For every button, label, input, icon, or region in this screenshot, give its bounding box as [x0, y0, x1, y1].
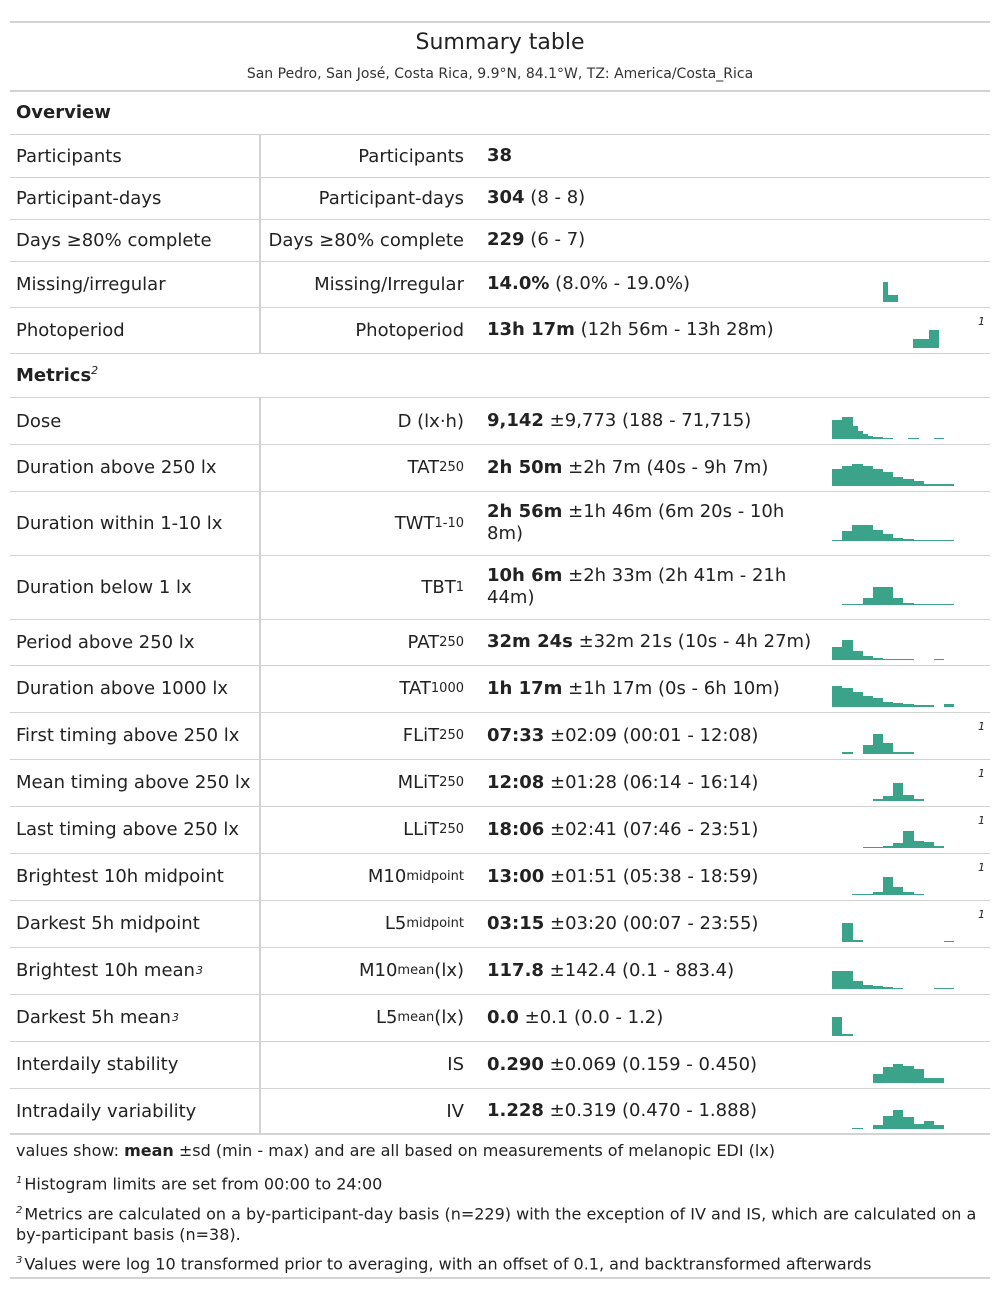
column-divider	[259, 806, 261, 853]
column-divider	[259, 135, 261, 177]
histogram-bar	[949, 941, 954, 942]
histogram-bar	[837, 1017, 842, 1036]
row-metric-name	[359, 947, 464, 994]
metric-subscript: 250	[439, 634, 464, 650]
table-row	[10, 307, 990, 353]
row-value-text	[487, 913, 758, 935]
table-row	[10, 135, 990, 177]
row-value-mean: 18:06	[487, 818, 545, 840]
table-row	[10, 219, 990, 261]
metric-subscript: midpoint	[406, 869, 464, 884]
table-row	[10, 1041, 990, 1088]
row-value-range: ±02:09 (00:01 - 12:08)	[544, 724, 759, 746]
row-value-range: ±1h 46m (6m 20s - 10h 8m)	[487, 501, 785, 544]
row-metric-name	[398, 398, 464, 444]
footnote-3-mark: 3	[16, 1255, 23, 1266]
row-value-text	[487, 725, 758, 747]
row-value-range: ±0.319 (0.470 - 1.888)	[543, 1100, 758, 1121]
row-value-mean: 1.228	[487, 1100, 544, 1121]
row-label-text: Duration above 1000 lx	[16, 678, 229, 699]
table-row	[10, 759, 990, 806]
column-divider	[259, 1088, 261, 1134]
row-value	[487, 177, 817, 219]
histogram-bar	[913, 438, 918, 439]
footnote-3-text: Values were log 10 transformed prior to averaging, with an offset of 0.1, and backtransformed afterwards	[24, 1254, 872, 1274]
metric-symbol: M10	[367, 866, 407, 887]
row-footnote-mark: 1	[978, 720, 985, 733]
table-row	[10, 491, 990, 555]
footnote-1-mark: 1	[16, 1175, 23, 1186]
row-value	[487, 219, 817, 261]
row-metric-name	[385, 900, 464, 947]
row-label	[16, 261, 166, 307]
row-label	[16, 759, 251, 806]
row-value-mean: 304	[487, 187, 525, 208]
histogram-bar	[847, 752, 852, 753]
row-label-text: Duration above 250 lx	[16, 457, 217, 478]
row-label	[16, 619, 195, 665]
row-metric-name	[399, 665, 464, 712]
histogram-bar	[847, 923, 852, 942]
metric-symbol: TWT	[394, 512, 435, 534]
histogram-bar	[908, 659, 913, 660]
row-label	[16, 444, 217, 491]
row-metric-name	[447, 1041, 464, 1088]
histogram-bar	[949, 484, 954, 485]
histogram-bar	[918, 799, 923, 800]
row-value	[487, 444, 817, 491]
row-label	[16, 1041, 178, 1088]
metric-symbol: D (lx·h)	[397, 410, 464, 432]
metric-symbol: TAT	[407, 457, 440, 478]
footnote-1	[16, 1170, 990, 1194]
row-value-mean: 03:15	[487, 912, 545, 934]
row-value	[487, 853, 817, 900]
histogram-bar	[949, 604, 954, 605]
row-value-text	[487, 501, 817, 545]
metric-symbol: FLiT	[402, 725, 440, 746]
metric-symbol: TBT	[421, 576, 456, 598]
row-histogram	[832, 871, 954, 895]
row-value-mean: 0.290	[487, 1053, 544, 1075]
metric-symbol: IS	[447, 1054, 464, 1075]
row-label	[16, 853, 224, 900]
row-histogram	[832, 824, 954, 848]
histogram-bar	[898, 988, 903, 989]
row-rule	[10, 353, 990, 354]
row-metric-name	[314, 261, 464, 307]
histogram-bar	[857, 1128, 862, 1129]
column-divider	[259, 261, 261, 307]
row-value-range: ±1h 17m (0s - 6h 10m)	[562, 677, 780, 699]
table-row	[10, 398, 990, 444]
histogram-bar	[949, 988, 954, 989]
row-metric-name	[355, 307, 464, 353]
footnote-2-text: Metrics are calculated on a by-participant-day basis (n=229) with the exception of IV and IS, which are calculated on a by-participant basis (n=38).	[16, 1204, 977, 1245]
metric-symbol: TAT	[399, 678, 431, 699]
group-rule	[10, 397, 990, 398]
row-histogram	[832, 1105, 954, 1129]
row-value	[487, 759, 817, 806]
metric-subscript: 250	[439, 822, 464, 837]
row-rule	[10, 1134, 990, 1135]
column-divider	[259, 444, 261, 491]
row-value-text	[487, 960, 734, 982]
table-row	[10, 947, 990, 994]
column-divider	[259, 712, 261, 759]
row-histogram	[832, 730, 954, 754]
row-value	[487, 555, 817, 619]
table-title: Summary table	[415, 30, 585, 55]
row-label	[16, 665, 228, 712]
row-label	[16, 135, 122, 177]
row-label-text: Brightest 10h mean	[16, 960, 195, 981]
row-value-text	[487, 145, 512, 167]
group-metrics-heading	[16, 364, 98, 386]
histogram-bar	[939, 1078, 944, 1082]
row-label-text: Mean timing above 250 lx	[16, 772, 251, 793]
metric-subscript: 250	[439, 460, 464, 475]
row-label-text: Period above 250 lx	[16, 631, 195, 653]
row-value-text	[487, 187, 585, 209]
metric-symbol: LLiT	[403, 819, 440, 840]
metric-symbol: PAT	[407, 631, 440, 653]
row-value-mean: 07:33	[487, 724, 545, 746]
footnote-2	[16, 1200, 990, 1245]
row-metric-name	[421, 555, 464, 619]
metric-symbol: L5	[384, 913, 407, 934]
row-value-range: ±2h 7m (40s - 9h 7m)	[562, 456, 769, 478]
column-divider	[259, 619, 261, 665]
metric-unit: (lx)	[434, 960, 464, 981]
row-label-text: Duration below 1 lx	[16, 576, 192, 598]
row-metric-name	[408, 619, 464, 665]
histogram-bar	[939, 846, 944, 847]
table-row	[10, 806, 990, 853]
row-value	[487, 1041, 817, 1088]
row-label-text: Dose	[16, 410, 62, 432]
row-metric-name	[408, 444, 464, 491]
header-rule	[10, 90, 990, 92]
row-value-range: (6 - 7)	[524, 229, 586, 250]
histogram-bar	[918, 894, 923, 895]
row-footnote-mark: 1	[978, 814, 985, 827]
row-value-range: (12h 56m - 13h 28m)	[574, 319, 774, 340]
row-value-mean: 32m 24s	[487, 631, 573, 652]
row-metric-name	[403, 712, 464, 759]
row-value-text	[487, 565, 817, 609]
metric-subscript: mean	[397, 963, 435, 978]
row-label	[16, 307, 125, 353]
metric-symbol: Days ≥80% complete	[268, 229, 464, 251]
table-row	[10, 1088, 990, 1134]
row-histogram	[832, 324, 954, 348]
metric-unit: (lx)	[434, 1007, 464, 1028]
histogram-bar	[949, 704, 954, 706]
row-label-text: Interdaily stability	[16, 1054, 179, 1075]
metric-symbol: IV	[446, 1100, 464, 1122]
row-value-mean: 13:00	[487, 865, 545, 887]
row-value-range: ±0.069 (0.159 - 0.450)	[543, 1053, 758, 1075]
row-value	[487, 712, 817, 759]
row-label	[16, 994, 179, 1041]
row-label	[16, 491, 222, 555]
row-value-text	[487, 678, 780, 700]
metric-symbol: Participant-days	[318, 187, 464, 209]
row-value-mean: 12:08	[487, 771, 545, 793]
histogram-bar	[939, 438, 944, 439]
metric-symbol: M10	[358, 960, 398, 981]
row-histogram	[832, 278, 954, 302]
row-value-text	[487, 457, 768, 479]
row-value-text	[487, 1007, 663, 1029]
group-overview-heading: Overview	[16, 102, 111, 123]
row-label	[16, 398, 61, 444]
metric-subscript: 1	[455, 579, 464, 595]
column-divider	[259, 177, 261, 219]
table-row	[10, 994, 990, 1041]
table-row	[10, 665, 990, 712]
row-value-range: ±01:51 (05:38 - 18:59)	[544, 865, 759, 887]
column-divider	[259, 555, 261, 619]
row-value	[487, 261, 817, 307]
row-metric-name	[403, 806, 464, 853]
metric-symbol: Missing/Irregular	[314, 273, 464, 295]
column-divider	[259, 994, 261, 1041]
row-value-mean: 13h 17m	[487, 319, 575, 340]
table-row	[10, 853, 990, 900]
column-divider	[259, 853, 261, 900]
metric-subscript: 250	[439, 728, 464, 743]
row-value-mean: 2h 50m	[487, 456, 563, 478]
row-histogram	[832, 777, 954, 801]
row-value-mean: 0.0	[487, 1006, 519, 1028]
row-value-range: (8 - 8)	[524, 187, 586, 208]
row-label	[16, 219, 212, 261]
row-value-mean: 9,142	[487, 410, 544, 431]
row-metric-name	[395, 491, 464, 555]
row-footnote-mark: 1	[978, 315, 985, 328]
table-row	[10, 712, 990, 759]
group-metrics-footnote-mark: 2	[91, 364, 99, 377]
row-value	[487, 307, 817, 353]
row-value	[487, 619, 817, 665]
column-divider	[259, 665, 261, 712]
histogram-bar	[888, 438, 893, 439]
footnote-2-mark: 2	[16, 1205, 23, 1216]
row-value-range: ±0.1 (0.0 - 1.2)	[518, 1006, 664, 1028]
row-label-text: Intradaily variability	[16, 1100, 197, 1122]
row-metric-name	[319, 177, 464, 219]
row-label-footnote-mark: 3	[195, 964, 203, 977]
group-rule	[10, 134, 990, 135]
row-label-text: Missing/irregular	[16, 273, 166, 295]
row-value-mean: 1h 17m	[487, 677, 563, 699]
histogram-bar	[893, 295, 898, 302]
footnote-3	[16, 1250, 990, 1274]
row-value-mean: 10h 6m	[487, 565, 563, 586]
row-label-text: Participants	[16, 145, 122, 167]
row-label-text: Last timing above 250 lx	[16, 819, 240, 840]
row-footnote-mark: 1	[978, 908, 985, 921]
histogram-bar	[929, 705, 934, 706]
row-value	[487, 994, 817, 1041]
footnote-values-pre: values show:	[16, 1141, 125, 1160]
table-row	[10, 444, 990, 491]
row-value-range: ±32m 21s (10s - 4h 27m)	[572, 631, 812, 652]
row-value	[487, 1088, 817, 1134]
footer-rule	[10, 1133, 990, 1134]
column-divider	[259, 219, 261, 261]
row-histogram	[832, 462, 954, 486]
row-value	[487, 806, 817, 853]
column-divider	[259, 1041, 261, 1088]
row-label-text: Brightest 10h midpoint	[16, 866, 224, 887]
row-histogram	[832, 1012, 954, 1036]
row-label	[16, 1088, 196, 1134]
row-value-text	[487, 1054, 757, 1076]
row-label	[16, 712, 239, 759]
row-label	[16, 806, 239, 853]
row-value	[487, 900, 817, 947]
table-row	[10, 261, 990, 307]
row-value-text	[487, 631, 811, 653]
row-value-mean: 14.0%	[487, 273, 550, 294]
row-value-text	[487, 819, 758, 841]
table-row	[10, 900, 990, 947]
row-histogram	[832, 415, 954, 439]
row-value	[487, 491, 817, 555]
metric-symbol: Participants	[358, 145, 464, 167]
row-label	[16, 900, 200, 947]
row-histogram	[832, 1059, 954, 1083]
row-label-footnote-mark: 3	[171, 1011, 179, 1024]
table-top-rule	[10, 21, 990, 23]
column-divider	[259, 900, 261, 947]
row-label	[16, 177, 161, 219]
metric-subscript: 250	[439, 775, 464, 790]
histogram-bar	[857, 940, 862, 941]
group-metrics-label: Metrics	[16, 365, 92, 386]
row-footnote-mark: 1	[978, 767, 985, 780]
row-footnote-mark: 1	[978, 861, 985, 874]
row-value-range: ±03:20 (00:07 - 23:55)	[544, 912, 759, 934]
row-label-text: Darkest 5h midpoint	[16, 913, 200, 934]
histogram-bar	[949, 540, 954, 541]
row-value-mean: 229	[487, 229, 525, 250]
row-value-text	[487, 229, 585, 251]
histogram-bar	[934, 330, 939, 348]
row-histogram	[832, 965, 954, 989]
row-value	[487, 135, 817, 177]
footnote-values-post: ±sd (min - max) and are all based on measurements of melanopic EDI (lx)	[173, 1141, 776, 1160]
footnote-values	[16, 1140, 990, 1161]
row-label-text: First timing above 250 lx	[16, 725, 240, 746]
row-value	[487, 398, 817, 444]
footnote-values-bold: mean	[124, 1141, 174, 1160]
row-value-range: ±2h 33m (2h 41m - 21h 44m)	[487, 565, 787, 608]
row-metric-name	[398, 759, 464, 806]
row-label-text: Darkest 5h mean	[16, 1007, 171, 1028]
histogram-bar	[908, 752, 913, 753]
row-histogram	[832, 517, 954, 541]
row-label	[16, 555, 192, 619]
row-label-text: Participant-days	[16, 187, 162, 209]
metric-subscript: 1000	[430, 681, 464, 696]
row-label-text: Duration within 1-10 lx	[16, 512, 223, 534]
row-metric-name	[376, 994, 464, 1041]
histogram-bar	[939, 1125, 944, 1129]
row-value-mean: 2h 56m	[487, 501, 563, 522]
column-divider	[259, 398, 261, 444]
column-divider	[259, 491, 261, 555]
row-value-text	[487, 410, 751, 432]
table-row	[10, 555, 990, 619]
row-histogram	[832, 636, 954, 660]
histogram-bar	[847, 1034, 852, 1035]
row-value	[487, 947, 817, 994]
row-metric-name	[358, 135, 464, 177]
column-divider	[259, 947, 261, 994]
row-histogram	[832, 581, 954, 605]
row-value-text	[487, 1100, 757, 1122]
table-bottom-rule	[10, 1277, 990, 1279]
row-value-text	[487, 772, 758, 794]
row-value-mean: 117.8	[487, 959, 544, 981]
row-label	[16, 947, 203, 994]
metric-subscript: 1-10	[434, 515, 464, 531]
histogram-bar	[939, 659, 944, 660]
row-value-range: ±142.4 (0.1 - 883.4)	[543, 959, 735, 981]
row-metric-name	[368, 853, 464, 900]
row-value	[487, 665, 817, 712]
table-subtitle: San Pedro, San José, Costa Rica, 9.9°N, 84.1°W, TZ: America/Costa_Rica	[246, 66, 754, 82]
footnote-1-text: Histogram limits are set from 00:00 to 24:00	[24, 1174, 383, 1194]
row-value-range: ±02:41 (07:46 - 23:51)	[544, 818, 759, 840]
row-label-text: Days ≥80% complete	[16, 229, 212, 251]
metric-symbol: L5	[375, 1007, 398, 1028]
metric-subscript: midpoint	[406, 916, 464, 931]
column-divider	[259, 759, 261, 806]
table-row	[10, 177, 990, 219]
row-label-text: Photoperiod	[16, 319, 125, 341]
row-value-text	[487, 319, 774, 341]
metric-subscript: mean	[397, 1010, 435, 1025]
metric-symbol: Photoperiod	[355, 319, 464, 341]
column-divider	[259, 307, 261, 353]
row-value-range: (8.0% - 19.0%)	[549, 273, 691, 294]
metric-symbol: MLiT	[397, 772, 440, 793]
row-histogram	[832, 683, 954, 707]
row-value-text	[487, 273, 690, 295]
row-value-range: ±01:28 (06:14 - 16:14)	[544, 771, 759, 793]
row-value-range: ±9,773 (188 - 71,715)	[543, 410, 752, 431]
row-metric-name	[268, 219, 464, 261]
row-value-mean: 38	[487, 145, 513, 166]
table-row	[10, 619, 990, 665]
row-value-text	[487, 866, 758, 888]
row-histogram	[832, 918, 954, 942]
row-metric-name	[446, 1088, 464, 1134]
